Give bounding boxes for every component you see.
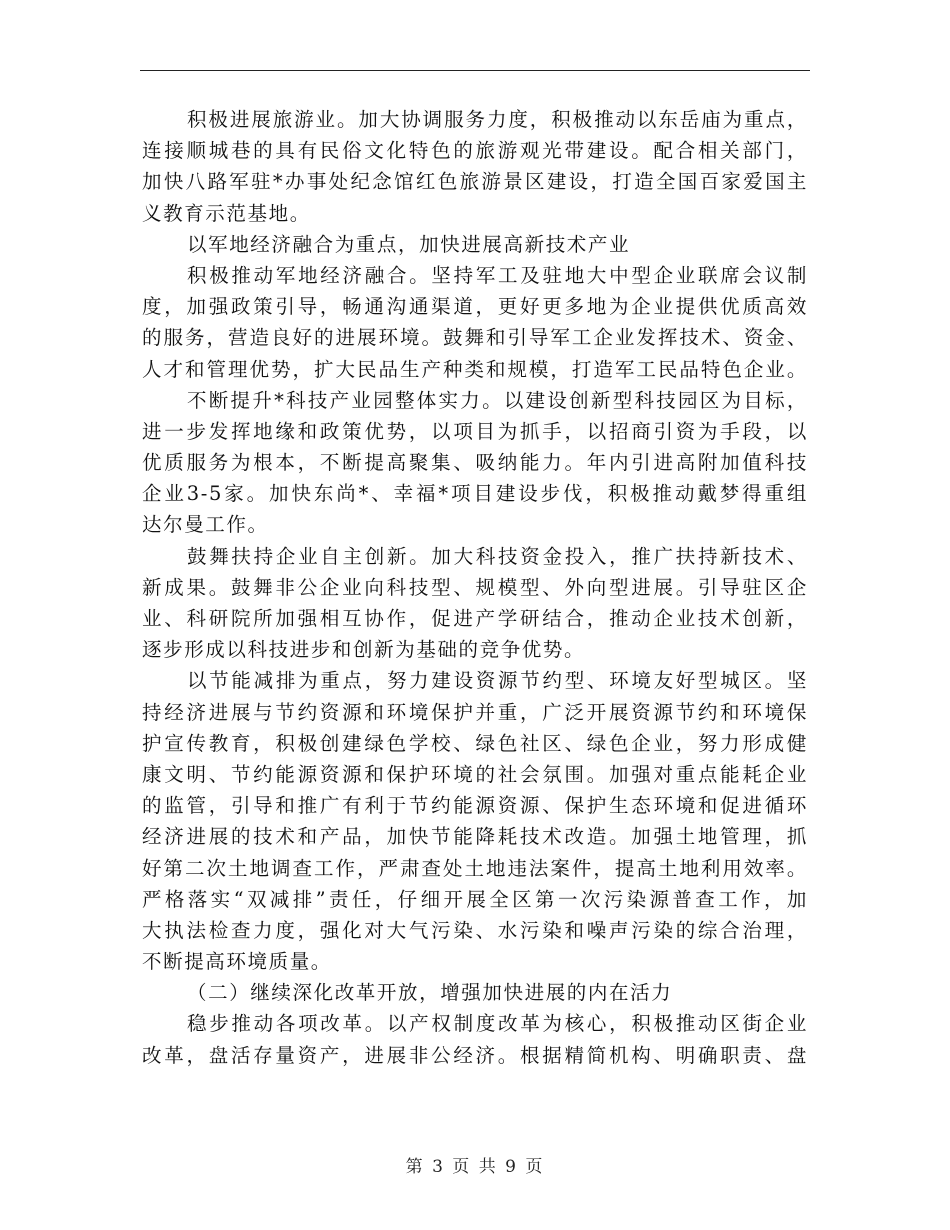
text-line: 达尔曼工作。	[142, 513, 269, 537]
text-line: 业、科研院所加强相互协作，促进产学研结合，推动企业技术创新，	[142, 607, 808, 630]
text-line: 义教育示范基地。	[142, 201, 311, 225]
text-line: 以节能减排为重点，努力建设资源节约型、环境友好型城区。坚	[187, 669, 808, 693]
text-line: 康文明、节约能源资源和保护环境的社会氛围。加强对重点能耗企业	[142, 762, 808, 786]
text-line: 新成果。鼓舞非公企业向科技型、规模型、外向型进展。引导驻区企	[142, 575, 808, 599]
text-line: 的服务，营造良好的进展环境。鼓舞和引导军工企业发挥技术、资金、	[142, 326, 808, 350]
text-line: 严格落实“双减排”责任，仔细开展全区第一次污染源普查工作，加	[142, 887, 808, 911]
text-line: 积极进展旅游业。加大协调服务力度，积极推动以东岳庙为重点，	[187, 108, 808, 131]
text-line: 积极推动军地经济融合。坚持军工及驻地大中型企业联席会议制	[187, 263, 808, 287]
text-line: 护宣传教育，积极创建绿色学校、绿色社区、绿色企业，努力形成健	[142, 731, 808, 755]
text-line: 连接顺城巷的具有民俗文化特色的旅游观光带建设。配合相关部门，	[142, 139, 808, 163]
section-heading: （二）继续深化改革开放，增强加快进展的内在活力	[187, 981, 673, 1005]
text-line: 鼓舞扶持企业自主创新。加大科技资金投入，推广扶持新技术、	[187, 544, 808, 568]
text-line: 稳步推动各项改革。以产权制度改革为核心，积极推动区街企业	[187, 1012, 808, 1036]
text-line: 加快八路军驻*办事处纪念馆红色旅游景区建设，打造全国百家爱国主	[142, 170, 808, 194]
text-line: 人才和管理优势，扩大民品生产种类和规模，打造军工民品特色企业。	[142, 357, 808, 381]
text-line: 企业3-5家。加快东尚*、幸福*项目建设步伐，积极推动戴梦得重组	[142, 482, 808, 506]
text-line: 优质服务为根本，不断提高聚集、吸纳能力。年内引进高附加值科技	[142, 451, 808, 475]
text-line: 不断提升*科技产业园整体实力。以建设创新型科技园区为目标，	[187, 388, 808, 412]
text-line: 经济进展的技术和产品，加快节能降耗技术改造。加强土地管理，抓	[142, 825, 808, 849]
text-line: 改革，盘活存量资产，进展非公经济。根据精简机构、明确职责、盘	[142, 1043, 808, 1067]
text-line: 不断提高环境质量。	[142, 950, 332, 974]
text-line: 的监管，引导和推广有利于节约能源资源、保护生态环境和促进循环	[142, 794, 808, 818]
text-line: 逐步形成以科技进步和创新为基础的竞争优势。	[142, 638, 586, 662]
page-footer: 第 3 页 共 9 页	[405, 1157, 545, 1177]
section-heading: 以军地经济融合为重点，加快进展高新技术产业	[187, 232, 631, 256]
document-body	[142, 104, 808, 1071]
text-line: 持经济进展与节约资源和环境保护并重，广泛开展资源节约和环境保	[142, 700, 808, 724]
text-line: 好第二次土地调查工作，严肃查处土地违法案件，提高土地利用效率。	[142, 856, 808, 880]
text-line: 度，加强政策引导，畅通沟通渠道，更好更多地为企业提供优质高效	[142, 295, 808, 319]
header-rule	[140, 70, 810, 71]
text-line: 大执法检查力度，强化对大气污染、水污染和噪声污染的综合治理，	[142, 918, 808, 942]
text-line: 进一步发挥地缘和政策优势，以项目为抓手，以招商引资为手段，以	[142, 419, 808, 443]
